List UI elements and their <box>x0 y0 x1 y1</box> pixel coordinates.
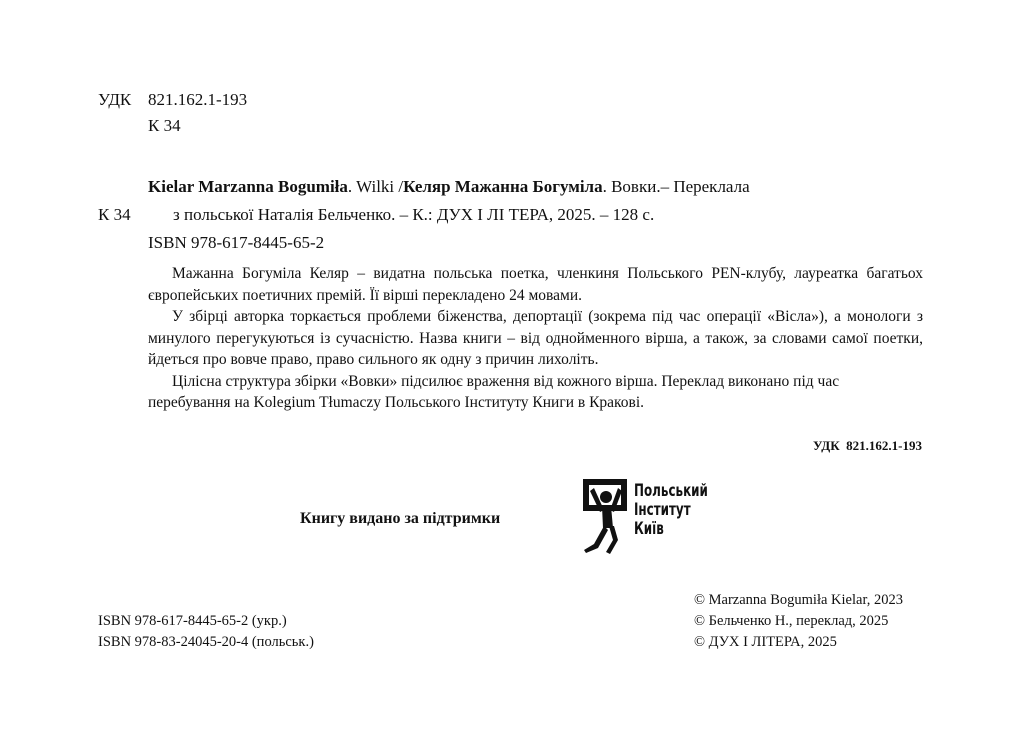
title-latin: Wilki <box>356 177 395 196</box>
support-text: Книгу видано за підтримки <box>300 510 501 527</box>
annotation-paragraph: Цілісна структура збірки «Вовки» підсилює враження від кожного вірша. Переклад виконано під час перебування на Kolegium Tłumaczy Польського Інституту Книги в Кракові. <box>148 372 840 411</box>
isbn-list <box>98 611 314 653</box>
person-carrying-frame-icon <box>580 478 630 556</box>
isbn-item: ISBN 978-83-24045-20-4 (польськ.) <box>98 634 314 650</box>
annotation-paragraph: У збірці авторка торкається проблеми біженства, депортації (зокрема під час операції «Вісла»), а монологи з минулого перегукуються із сучасністю. Назва книги – від однойменного вірша, а також, за словами самої поетки, йдеться про вовче право, право сильного як одну з причин лихоліть. <box>148 308 923 368</box>
title-cyrillic: Вовки.– Переклала <box>611 177 750 196</box>
institute-logo-text: Польський Інститут Київ <box>634 481 708 539</box>
author-latin: Kielar Marzanna Bogumiła <box>148 177 348 196</box>
side-author-code: К 34 <box>98 205 131 224</box>
copyright-item: © Бельченко Н., переклад, 2025 <box>694 613 889 629</box>
copyright-item: © ДУХ І ЛІТЕРА, 2025 <box>694 634 837 650</box>
annotation-paragraph: Мажанна Богуміла Келяр – видатна польська поетка, членкиня Польського PEN-клубу, лауреатка багатьох європейських поетичних премій. Її вірші перекладено 24 мовами. <box>148 265 923 304</box>
isbn-item: ISBN 978-617-8445-65-2 (укр.) <box>98 613 287 629</box>
author-code: К 34 <box>148 116 181 135</box>
udk-label: УДК <box>98 90 132 109</box>
udk-right: УДК 821.162.1-193 <box>813 438 922 453</box>
catalog-line-2: з польської Наталія Бельченко. – К.: ДУХ І ЛІ ТЕРА, 2025. – 128 с. <box>173 205 655 224</box>
annotation <box>148 263 923 414</box>
catalog-isbn: ISBN 978-617-8445-65-2 <box>148 233 325 252</box>
author-cyrillic: Келяр Мажанна Богуміла <box>403 177 603 196</box>
copyright-item: © Marzanna Bogumiła Kielar, 2023 <box>694 592 903 608</box>
copyright-list <box>694 590 903 653</box>
catalog-line-1: Kielar Marzanna Bogumiła. Wilki /Келяр Мажанна Богуміла. Вовки.– Переклала <box>148 177 750 196</box>
udk-code: 821.162.1-193 <box>148 90 248 109</box>
